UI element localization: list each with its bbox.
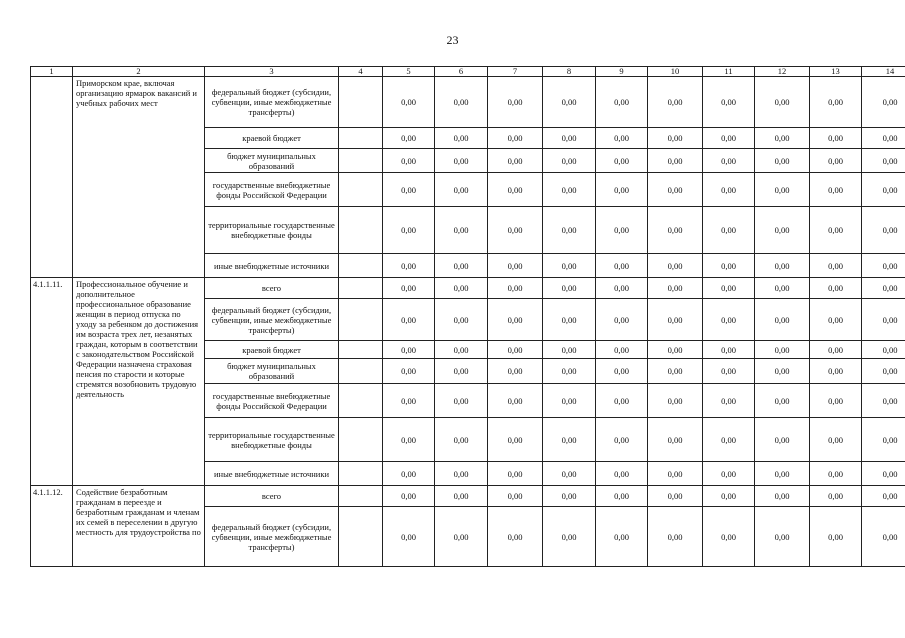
value-cell: 0,00 xyxy=(435,149,488,173)
funding-source: федеральный бюджет (субсидии, субвенции, иные межбюджетные трансферты) xyxy=(205,299,339,341)
value-cell: 0,00 xyxy=(648,507,703,567)
value-cell: 0,00 xyxy=(862,254,905,278)
value-cell: 0,00 xyxy=(488,462,543,486)
value-cell: 0,00 xyxy=(383,359,435,384)
value-cell: 0,00 xyxy=(703,77,755,128)
value-cell: 0,00 xyxy=(862,462,905,486)
value-cell: 0,00 xyxy=(648,486,703,507)
value-cell: 0,00 xyxy=(596,77,648,128)
value-cell: 0,00 xyxy=(703,341,755,359)
value-cell: 0,00 xyxy=(703,299,755,341)
value-cell: 0,00 xyxy=(596,207,648,254)
table-row xyxy=(31,77,905,128)
header-cell: 11 xyxy=(703,67,755,77)
value-cell: 0,00 xyxy=(488,173,543,207)
value-cell: 0,00 xyxy=(810,207,862,254)
value-cell: 0,00 xyxy=(862,418,905,462)
value-cell: 0,00 xyxy=(543,486,596,507)
value-cell: 0,00 xyxy=(383,278,435,299)
empty-cell xyxy=(339,384,383,418)
funding-source: государственные внебюджетные фонды Российской Федерации xyxy=(205,173,339,207)
value-cell: 0,00 xyxy=(810,507,862,567)
value-cell: 0,00 xyxy=(543,384,596,418)
value-cell: 0,00 xyxy=(755,507,810,567)
value-cell: 0,00 xyxy=(810,278,862,299)
value-cell: 0,00 xyxy=(488,384,543,418)
value-cell: 0,00 xyxy=(383,299,435,341)
empty-cell xyxy=(339,254,383,278)
funding-source: бюджет муниципальных образований xyxy=(205,359,339,384)
value-cell: 0,00 xyxy=(383,418,435,462)
value-cell: 0,00 xyxy=(435,462,488,486)
empty-cell xyxy=(339,299,383,341)
value-cell: 0,00 xyxy=(703,418,755,462)
value-cell: 0,00 xyxy=(810,486,862,507)
value-cell: 0,00 xyxy=(435,384,488,418)
value-cell: 0,00 xyxy=(810,359,862,384)
value-cell: 0,00 xyxy=(488,418,543,462)
empty-cell xyxy=(339,486,383,507)
value-cell: 0,00 xyxy=(383,462,435,486)
empty-cell xyxy=(339,128,383,149)
value-cell: 0,00 xyxy=(862,299,905,341)
empty-cell xyxy=(339,341,383,359)
value-cell: 0,00 xyxy=(435,254,488,278)
value-cell: 0,00 xyxy=(755,486,810,507)
header-cell: 2 xyxy=(73,67,205,77)
value-cell: 0,00 xyxy=(755,418,810,462)
value-cell: 0,00 xyxy=(648,299,703,341)
row-code: 4.1.1.12. xyxy=(31,486,73,567)
value-cell: 0,00 xyxy=(383,384,435,418)
table-row xyxy=(31,486,905,507)
value-cell: 0,00 xyxy=(648,278,703,299)
value-cell: 0,00 xyxy=(810,149,862,173)
funding-source: иные внебюджетные источники xyxy=(205,254,339,278)
value-cell: 0,00 xyxy=(648,128,703,149)
page-number: 23 xyxy=(446,33,459,47)
value-cell: 0,00 xyxy=(435,507,488,567)
value-cell: 0,00 xyxy=(383,128,435,149)
value-cell: 0,00 xyxy=(435,278,488,299)
value-cell: 0,00 xyxy=(488,507,543,567)
value-cell: 0,00 xyxy=(703,173,755,207)
value-cell: 0,00 xyxy=(862,207,905,254)
value-cell: 0,00 xyxy=(543,418,596,462)
header-cell: 1 xyxy=(31,67,73,77)
value-cell: 0,00 xyxy=(862,77,905,128)
table-row xyxy=(31,278,905,299)
value-cell: 0,00 xyxy=(488,486,543,507)
value-cell: 0,00 xyxy=(755,299,810,341)
value-cell: 0,00 xyxy=(543,173,596,207)
value-cell: 0,00 xyxy=(755,254,810,278)
empty-cell xyxy=(339,149,383,173)
value-cell: 0,00 xyxy=(810,341,862,359)
value-cell: 0,00 xyxy=(543,299,596,341)
header-cell: 6 xyxy=(435,67,488,77)
value-cell: 0,00 xyxy=(488,207,543,254)
value-cell: 0,00 xyxy=(810,418,862,462)
value-cell: 0,00 xyxy=(543,359,596,384)
value-cell: 0,00 xyxy=(862,149,905,173)
value-cell: 0,00 xyxy=(703,207,755,254)
funding-source: краевой бюджет xyxy=(205,128,339,149)
funding-source: государственные внебюджетные фонды Российской Федерации xyxy=(205,384,339,418)
value-cell: 0,00 xyxy=(488,278,543,299)
value-cell: 0,00 xyxy=(435,341,488,359)
value-cell: 0,00 xyxy=(703,278,755,299)
value-cell: 0,00 xyxy=(596,149,648,173)
value-cell: 0,00 xyxy=(596,418,648,462)
value-cell: 0,00 xyxy=(703,486,755,507)
row-code: 4.1.1.11. xyxy=(31,278,73,486)
value-cell: 0,00 xyxy=(596,299,648,341)
empty-cell xyxy=(339,507,383,567)
value-cell: 0,00 xyxy=(755,462,810,486)
value-cell: 0,00 xyxy=(862,128,905,149)
funding-source: всего xyxy=(205,278,339,299)
funding-source: бюджет муниципальных образований xyxy=(205,149,339,173)
value-cell: 0,00 xyxy=(648,207,703,254)
value-cell: 0,00 xyxy=(703,128,755,149)
row-name: Содействие безработным гражданам в переезде и безработным гражданам и членам их семей в переселении в другую местность для трудоустройства по xyxy=(73,486,205,567)
header-cell: 10 xyxy=(648,67,703,77)
value-cell: 0,00 xyxy=(488,149,543,173)
value-cell: 0,00 xyxy=(648,77,703,128)
value-cell: 0,00 xyxy=(703,149,755,173)
empty-cell xyxy=(339,418,383,462)
funding-source: краевой бюджет xyxy=(205,341,339,359)
header-cell: 12 xyxy=(755,67,810,77)
value-cell: 0,00 xyxy=(596,507,648,567)
value-cell: 0,00 xyxy=(810,128,862,149)
header-cell: 7 xyxy=(488,67,543,77)
value-cell: 0,00 xyxy=(755,278,810,299)
funding-source: иные внебюджетные источники xyxy=(205,462,339,486)
value-cell: 0,00 xyxy=(810,173,862,207)
value-cell: 0,00 xyxy=(543,278,596,299)
value-cell: 0,00 xyxy=(755,359,810,384)
value-cell: 0,00 xyxy=(383,341,435,359)
empty-cell xyxy=(339,173,383,207)
value-cell: 0,00 xyxy=(862,173,905,207)
value-cell: 0,00 xyxy=(862,486,905,507)
header-row xyxy=(31,67,905,77)
empty-cell xyxy=(339,359,383,384)
empty-cell xyxy=(339,77,383,128)
value-cell: 0,00 xyxy=(810,77,862,128)
value-cell: 0,00 xyxy=(488,128,543,149)
value-cell: 0,00 xyxy=(435,77,488,128)
value-cell: 0,00 xyxy=(435,128,488,149)
value-cell: 0,00 xyxy=(596,173,648,207)
value-cell: 0,00 xyxy=(543,462,596,486)
value-cell: 0,00 xyxy=(596,254,648,278)
value-cell: 0,00 xyxy=(596,462,648,486)
value-cell: 0,00 xyxy=(862,341,905,359)
value-cell: 0,00 xyxy=(596,128,648,149)
value-cell: 0,00 xyxy=(435,359,488,384)
value-cell: 0,00 xyxy=(596,486,648,507)
value-cell: 0,00 xyxy=(488,359,543,384)
value-cell: 0,00 xyxy=(703,384,755,418)
value-cell: 0,00 xyxy=(755,173,810,207)
header-cell: 4 xyxy=(339,67,383,77)
value-cell: 0,00 xyxy=(596,341,648,359)
funding-source: федеральный бюджет (субсидии, субвенции, иные межбюджетные трансферты) xyxy=(205,77,339,128)
funding-source: федеральный бюджет (субсидии, субвенции, иные межбюджетные трансферты) xyxy=(205,507,339,567)
value-cell: 0,00 xyxy=(862,384,905,418)
value-cell: 0,00 xyxy=(383,207,435,254)
value-cell: 0,00 xyxy=(648,418,703,462)
value-cell: 0,00 xyxy=(543,128,596,149)
value-cell: 0,00 xyxy=(488,341,543,359)
value-cell: 0,00 xyxy=(648,341,703,359)
value-cell: 0,00 xyxy=(862,359,905,384)
value-cell: 0,00 xyxy=(703,359,755,384)
value-cell: 0,00 xyxy=(435,299,488,341)
funding-source: территориальные государственные внебюджетные фонды xyxy=(205,418,339,462)
value-cell: 0,00 xyxy=(810,254,862,278)
value-cell: 0,00 xyxy=(648,359,703,384)
value-cell: 0,00 xyxy=(383,77,435,128)
value-cell: 0,00 xyxy=(383,254,435,278)
value-cell: 0,00 xyxy=(755,341,810,359)
empty-cell xyxy=(339,278,383,299)
value-cell: 0,00 xyxy=(383,149,435,173)
empty-cell xyxy=(339,207,383,254)
value-cell: 0,00 xyxy=(810,299,862,341)
value-cell: 0,00 xyxy=(383,486,435,507)
value-cell: 0,00 xyxy=(488,77,543,128)
value-cell: 0,00 xyxy=(435,173,488,207)
value-cell: 0,00 xyxy=(435,486,488,507)
value-cell: 0,00 xyxy=(703,507,755,567)
budget-table xyxy=(30,66,905,567)
value-cell: 0,00 xyxy=(755,77,810,128)
value-cell: 0,00 xyxy=(543,254,596,278)
header-cell: 3 xyxy=(205,67,339,77)
row-name: Профессиональное обучение и дополнительное профессиональное образование женщин в период отпуска по уходу за ребенком до достижения им возраста трех лет, незанятых граждан, которым в соответствии с законодательством Российской Федерации назначена страховая пенсия по старости и которые стремятся возобновить трудовую деятельность xyxy=(73,278,205,486)
funding-source: всего xyxy=(205,486,339,507)
value-cell: 0,00 xyxy=(543,149,596,173)
value-cell: 0,00 xyxy=(755,384,810,418)
value-cell: 0,00 xyxy=(543,507,596,567)
value-cell: 0,00 xyxy=(596,359,648,384)
empty-cell xyxy=(339,462,383,486)
value-cell: 0,00 xyxy=(862,507,905,567)
funding-source: территориальные государственные внебюджетные фонды xyxy=(205,207,339,254)
value-cell: 0,00 xyxy=(543,341,596,359)
value-cell: 0,00 xyxy=(435,418,488,462)
value-cell: 0,00 xyxy=(703,462,755,486)
header-cell: 5 xyxy=(383,67,435,77)
value-cell: 0,00 xyxy=(755,128,810,149)
value-cell: 0,00 xyxy=(703,254,755,278)
value-cell: 0,00 xyxy=(383,507,435,567)
value-cell: 0,00 xyxy=(435,207,488,254)
header-cell: 8 xyxy=(543,67,596,77)
value-cell: 0,00 xyxy=(596,278,648,299)
value-cell: 0,00 xyxy=(810,384,862,418)
value-cell: 0,00 xyxy=(488,299,543,341)
row-code xyxy=(31,77,73,278)
value-cell: 0,00 xyxy=(648,384,703,418)
header-cell: 9 xyxy=(596,67,648,77)
value-cell: 0,00 xyxy=(543,77,596,128)
value-cell: 0,00 xyxy=(648,462,703,486)
value-cell: 0,00 xyxy=(543,207,596,254)
value-cell: 0,00 xyxy=(755,207,810,254)
value-cell: 0,00 xyxy=(383,173,435,207)
value-cell: 0,00 xyxy=(648,173,703,207)
value-cell: 0,00 xyxy=(862,278,905,299)
value-cell: 0,00 xyxy=(755,149,810,173)
value-cell: 0,00 xyxy=(810,462,862,486)
value-cell: 0,00 xyxy=(488,254,543,278)
value-cell: 0,00 xyxy=(648,149,703,173)
header-cell: 13 xyxy=(810,67,862,77)
value-cell: 0,00 xyxy=(648,254,703,278)
header-cell: 14 xyxy=(862,67,905,77)
row-name: Приморском крае, включая организацию ярмарок вакансий и учебных рабочих мест xyxy=(73,77,205,278)
value-cell: 0,00 xyxy=(596,384,648,418)
